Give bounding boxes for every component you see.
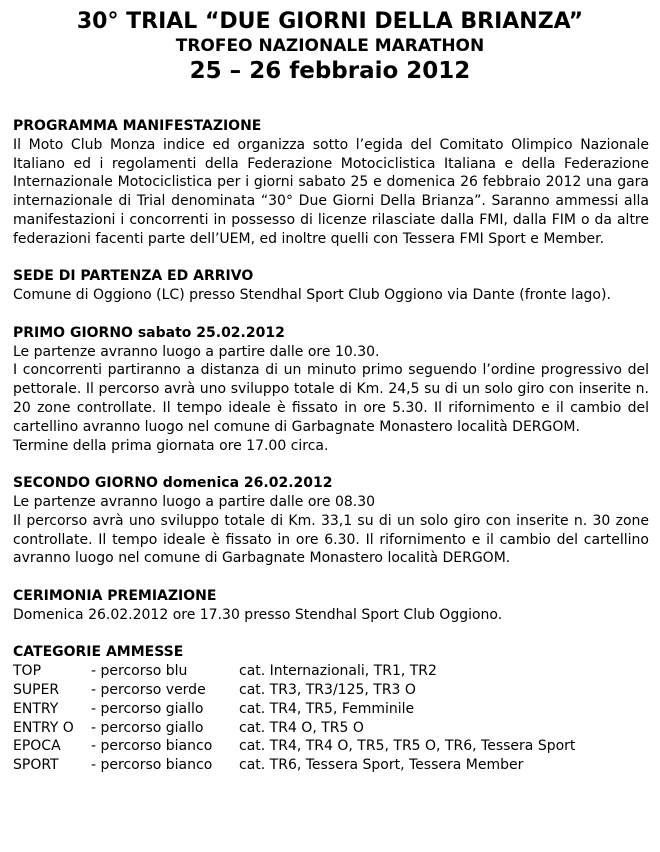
category-route: - percorso verde — [91, 681, 206, 698]
table-row — [13, 700, 575, 719]
section-categorie — [13, 643, 649, 775]
category-route: - percorso giallo — [91, 719, 204, 736]
section-title: CERIMONIA PREMIAZIONE — [13, 587, 217, 604]
table-row — [13, 681, 575, 700]
categories-table — [13, 662, 575, 775]
section-title: SEDE DI PARTENZA ED ARRIVO — [13, 268, 254, 285]
event-dates: 25 – 26 febbraio 2012 — [189, 58, 471, 84]
section-line: Termine della prima giornata ore 17.00 circa. — [13, 437, 329, 454]
category-name: SUPER — [13, 681, 60, 698]
category-route: - percorso giallo — [91, 700, 204, 717]
section-line: Le partenze avranno luogo a partire dalle ore 10.30. — [13, 343, 380, 360]
table-row — [13, 737, 575, 756]
category-route: - percorso bianco — [91, 738, 213, 755]
document-header — [0, 0, 660, 85]
section-text: Comune di Oggiono (LC) presso Stendhal Sport Club Oggiono via Dante (fronte lago). — [13, 287, 611, 304]
category-classes: cat. TR6, Tessera Sport, Tessera Member — [239, 757, 524, 774]
section-primo-giorno — [13, 324, 649, 456]
section-text: Il percorso avrà uno sviluppo totale di Km. 33,1 su di un solo giro con inserite n. 30 zone controllate. Il tempo ideale è fissato in ore 6.30. Il rifornimento e il cambio del cartellino avranno luogo nel comune di Garbagnate Monastero località DERGOM. — [13, 512, 649, 567]
category-name: SPORT — [13, 757, 59, 774]
section-title: PRIMO GIORNO sabato 25.02.2012 — [13, 324, 285, 341]
category-classes: cat. TR4 O, TR5 O — [239, 719, 364, 736]
section-line: Le partenze avranno luogo a partire dalle ore 08.30 — [13, 493, 376, 510]
category-classes: cat. TR4, TR5, Femminile — [239, 700, 415, 717]
category-name: ENTRY — [13, 700, 59, 717]
section-text: Il Moto Club Monza indice ed organizza sotto l’egida del Comitato Olimpico Nazionale Italiano ed i regolamenti della Federazione Motociclistica Italiana e della Federazione Internazionale Motociclistica per i giorni sabato 25 e domenica 26 febbraio 2012 una gara internazionale di Trial denominata “30° Due Giorni Della Brianza”. Saranno ammessi alla manifestazioni i concorrenti in possesso di licenze rilasciate dalla FMI, dalla FIM o da altre federazioni facenti parte dell’UEM, ed inoltre quelli con Tessera FMI Sport e Member. — [13, 136, 649, 247]
section-secondo-giorno — [13, 474, 649, 568]
category-name: EPOCA — [13, 738, 61, 755]
table-row — [13, 662, 575, 681]
category-classes: cat. TR4, TR4 O, TR5, TR5 O, TR6, Tessera Sport — [239, 738, 576, 755]
section-text: I concorrenti partiranno a distanza di un minuto primo seguendo l’ordine progressivo del pettorale. Il percorso avrà uno sviluppo totale di Km. 24,5 su di un solo giro con inserite n. 20 zone controllate. Il tempo ideale è fissato in ore 5.30. Il rifornimento e il cambio del cartellino avranno luogo nel comune di Garbagnate Monastero località DERGOM. — [13, 362, 649, 435]
section-title: PROGRAMMA MANIFESTAZIONE — [13, 118, 262, 134]
event-subtitle: TROFEO NAZIONALE MARATHON — [175, 36, 485, 56]
document-body — [13, 117, 649, 794]
section-cerimonia — [13, 587, 649, 625]
section-sede — [13, 267, 649, 305]
category-route: - percorso blu — [91, 663, 188, 680]
category-name: ENTRY O — [13, 719, 74, 736]
event-title: 30° TRIAL “DUE GIORNI DELLA BRIANZA” — [76, 9, 584, 34]
section-title: SECONDO GIORNO domenica 26.02.2012 — [13, 475, 333, 492]
table-row — [13, 719, 575, 738]
section-programma — [13, 117, 649, 249]
table-row — [13, 756, 575, 775]
category-route: - percorso bianco — [91, 757, 213, 774]
category-name: TOP — [13, 663, 42, 680]
category-classes: cat. TR3, TR3/125, TR3 O — [239, 681, 416, 698]
section-text: Domenica 26.02.2012 ore 17.30 presso Stendhal Sport Club Oggiono. — [13, 606, 503, 623]
category-classes: cat. Internazionali, TR1, TR2 — [239, 663, 437, 680]
section-title: CATEGORIE AMMESSE — [13, 644, 184, 661]
